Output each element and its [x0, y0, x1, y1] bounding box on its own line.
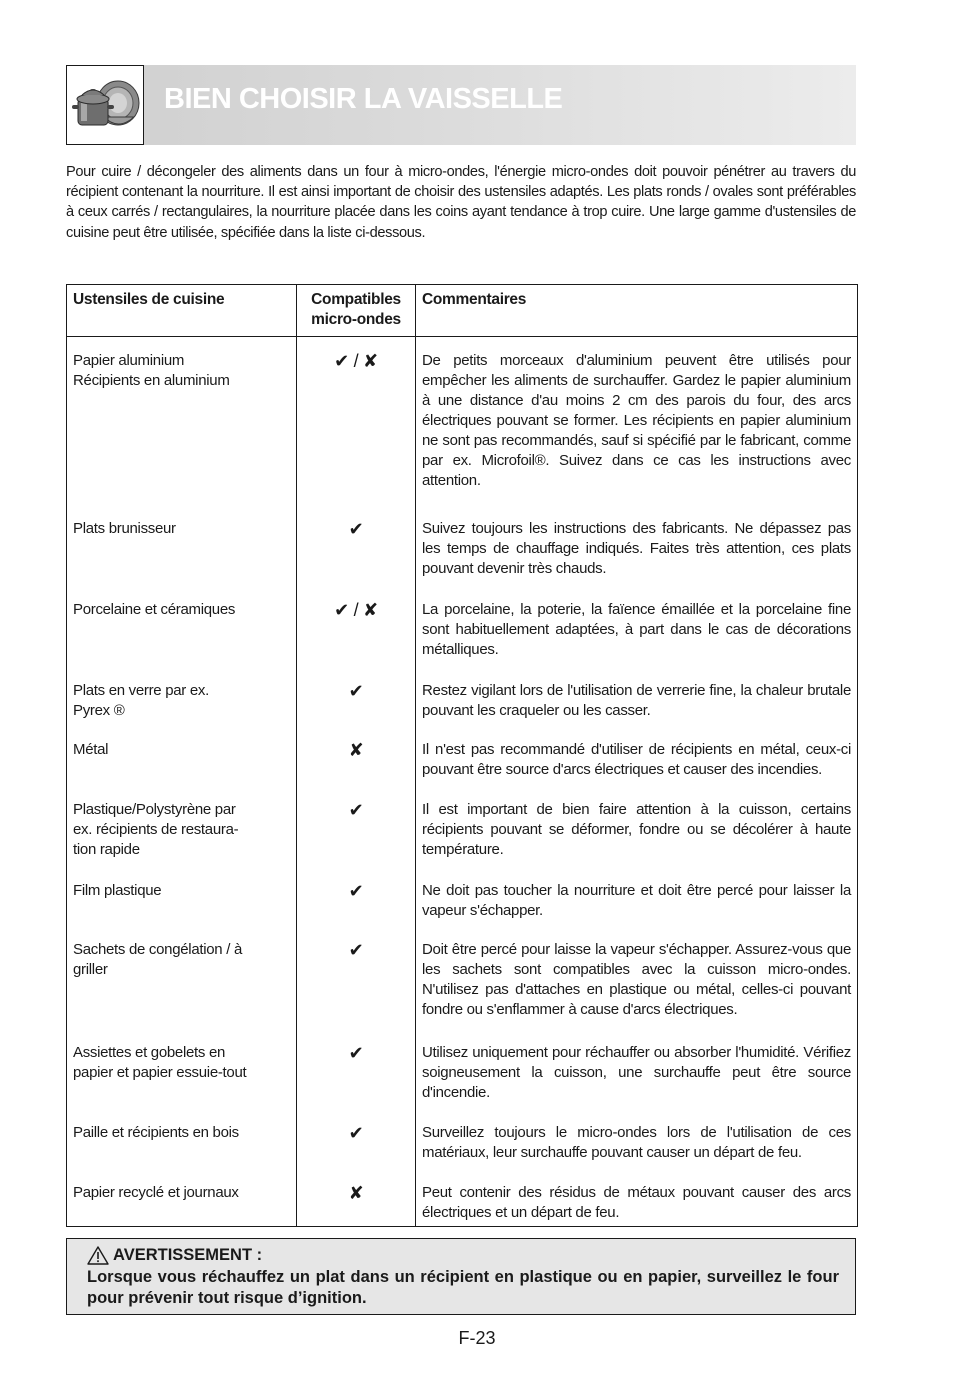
- utensil-name-line: papier et papier essuie-tout: [73, 1063, 247, 1081]
- header-icon-box: [66, 65, 144, 145]
- utensil-name-line: Récipients en aluminium: [73, 372, 230, 389]
- comment-cell: Utilisez uniquement pour réchauffer ou absorber l'humidité. Vérifiez soigneusement la cuisson, une surchauffe peut être source d'incendie.: [416, 1043, 858, 1124]
- comment-cell: Doit être percé pour laisse la vapeur s'échapper. Assurez-vous que les sachets sont compatibles avec la cuisson micro-ondes. N'utilisez pas d'attaches en plastique ou métal, celles-ci pouvant fondre ou s'enflammer à cause d'arcs électriques.: [416, 940, 858, 1042]
- utensil-cell: [67, 519, 297, 600]
- compatibility-mark: ✔ / ✘: [297, 600, 416, 681]
- compatibility-mark: ✔: [297, 881, 416, 940]
- table-row: [67, 337, 858, 520]
- utensil-name-line: Sachets de congélation / à: [73, 941, 242, 959]
- utensil-name-line: Assiettes et gobelets en: [73, 1043, 226, 1061]
- table-header-row: [67, 285, 858, 337]
- utensil-cell: [67, 600, 297, 681]
- comment-cell: Peut contenir des résidus de métaux pouvant causer des arcs électriques et un départ de feu.: [416, 1183, 858, 1227]
- utensil-name-line: Plastique/Polystyrène par: [73, 800, 236, 818]
- table-row: [67, 1183, 858, 1227]
- table-row: [67, 881, 858, 940]
- utensil-name-line: ex. récipients de restaura-: [73, 820, 239, 838]
- compatibility-mark: ✔: [297, 519, 416, 600]
- column-header-compatible-line2: micro-ondes: [311, 311, 401, 328]
- utensil-name-line: Plats brunisseur: [73, 520, 176, 538]
- comment-cell: De petits morceaux d'aluminium peuvent être utilisés pour empêcher les aliments de surchauffer. Gardez le papier aluminium à une distance d'au moins 2 cm des parois du four, des arcs électriques pouvant se former. Les récipients en papier aluminium ne sont pas recommandés, sauf si spécifié par le fabricant, comme par ex. Microfoil®. Suivez dans ce cas les instructions avec attention.: [416, 337, 858, 520]
- column-header-compatible-line1: Compatibles: [311, 291, 401, 308]
- utensil-name-line: griller: [73, 961, 108, 979]
- utensil-name-line: Papier recyclé et journaux: [73, 1183, 239, 1201]
- table-row: [67, 740, 858, 799]
- utensil-name-line: Plats en verre par ex.: [73, 682, 209, 700]
- utensil-cell: [67, 800, 297, 881]
- utensil-cell: [67, 740, 297, 799]
- warning-triangle-icon: [87, 1246, 109, 1265]
- utensil-cell: [67, 940, 297, 1042]
- table-row: [67, 1123, 858, 1182]
- warning-box: [66, 1238, 856, 1315]
- utensil-cell: [67, 1043, 297, 1124]
- table-row: [67, 1043, 858, 1124]
- utensil-cell: [67, 1183, 297, 1227]
- utensil-name-line: Paille et récipients en bois: [73, 1124, 239, 1142]
- utensil-name-line: tion rapide: [73, 840, 140, 858]
- utensil-name-line: Métal: [73, 741, 109, 759]
- section-header: [66, 65, 856, 145]
- page-number: F-23: [458, 1328, 496, 1348]
- comment-cell: Suivez toujours les instructions des fabricants. Ne dépassez pas les temps de chauffage indiqués. Faites très attention, ces plats pouvant devenir très chauds.: [416, 519, 858, 600]
- page-title: BIEN CHOISIR LA VAISSELLE: [164, 83, 563, 115]
- column-header-compatible: [297, 285, 416, 337]
- warning-text: Lorsque vous réchauffez un plat dans un récipient en plastique ou en papier, surveillez le four pour prévenir tout risque d’ignition.: [87, 1267, 839, 1307]
- utensil-cell: [67, 881, 297, 940]
- table-row: [67, 519, 858, 600]
- compatibility-mark: ✔ / ✘: [297, 337, 416, 520]
- utensil-cell: [67, 1123, 297, 1182]
- column-header-comments: Commentaires: [416, 285, 858, 337]
- table-row: [67, 800, 858, 881]
- compatibility-mark: ✔: [297, 1043, 416, 1124]
- compatibility-mark: ✔: [297, 800, 416, 881]
- comment-cell: Il est important de bien faire attention à la cuisson, certains récipients pouvant se déformer, fondre ou se décolérer à haute température.: [416, 800, 858, 881]
- comment-cell: La porcelaine, la poterie, la faïence émaillée et la porcelaine fine sont habituellement adaptées, à part dans le cas de décorations métalliques.: [416, 600, 858, 681]
- comment-cell: Surveillez toujours le micro-ondes lors de l'utilisation de ces matériaux, leur surchauffe pouvant causer un départ de feu.: [416, 1123, 858, 1182]
- compatibility-mark: ✘: [297, 740, 416, 799]
- table-row: [67, 681, 858, 740]
- utensil-name-line: Porcelaine et céramiques: [73, 601, 236, 619]
- intro-paragraph: Pour cuire / décongeler des aliments dans un four à micro-ondes, l'énergie micro-ondes doit pouvoir pénétrer au travers du récipient contenant la nourriture. Il est ainsi important de choisir des ustensiles adaptés. Les plats ronds / ovales sont préférables à ceux carrés / rectangulaires, la nourriture placée dans les coins ayant tendance à trop cuire. Une large gamme d'ustensiles de cuisine peut être utilisée, spécifiée dans la liste ci-dessous.: [66, 164, 856, 241]
- table-row: [67, 940, 858, 1042]
- compatibility-mark: ✔: [297, 1123, 416, 1182]
- compatibility-mark: ✘: [297, 1183, 416, 1227]
- comment-cell: Il n'est pas recommandé d'utiliser de récipients en métal, ceux-ci pouvant être source d'arcs électriques et causer des incendies.: [416, 740, 858, 799]
- compatibility-mark: ✔: [297, 940, 416, 1042]
- utensil-name-line: Film plastique: [73, 881, 162, 899]
- cookware-icon: [68, 67, 142, 143]
- table-row: [67, 600, 858, 681]
- table-body: [67, 337, 858, 1227]
- column-header-utensil: Ustensiles de cuisine: [67, 285, 297, 337]
- utensil-cell: [67, 337, 297, 520]
- utensil-cell: [67, 681, 297, 740]
- warning-title: AVERTISSEMENT :: [113, 1246, 263, 1264]
- comment-cell: Restez vigilant lors de l'utilisation de verrerie fine, la chaleur brutale pouvant les craqueler ou les casser.: [416, 681, 858, 740]
- utensil-name-line: Pyrex ®: [73, 702, 125, 720]
- compatibility-mark: ✔: [297, 681, 416, 740]
- utensils-table: [66, 284, 858, 1227]
- comment-cell: Ne doit pas toucher la nourriture et doit être percé pour laisser la vapeur s'échapper.: [416, 881, 858, 940]
- utensil-name-line: Papier aluminium: [73, 352, 185, 369]
